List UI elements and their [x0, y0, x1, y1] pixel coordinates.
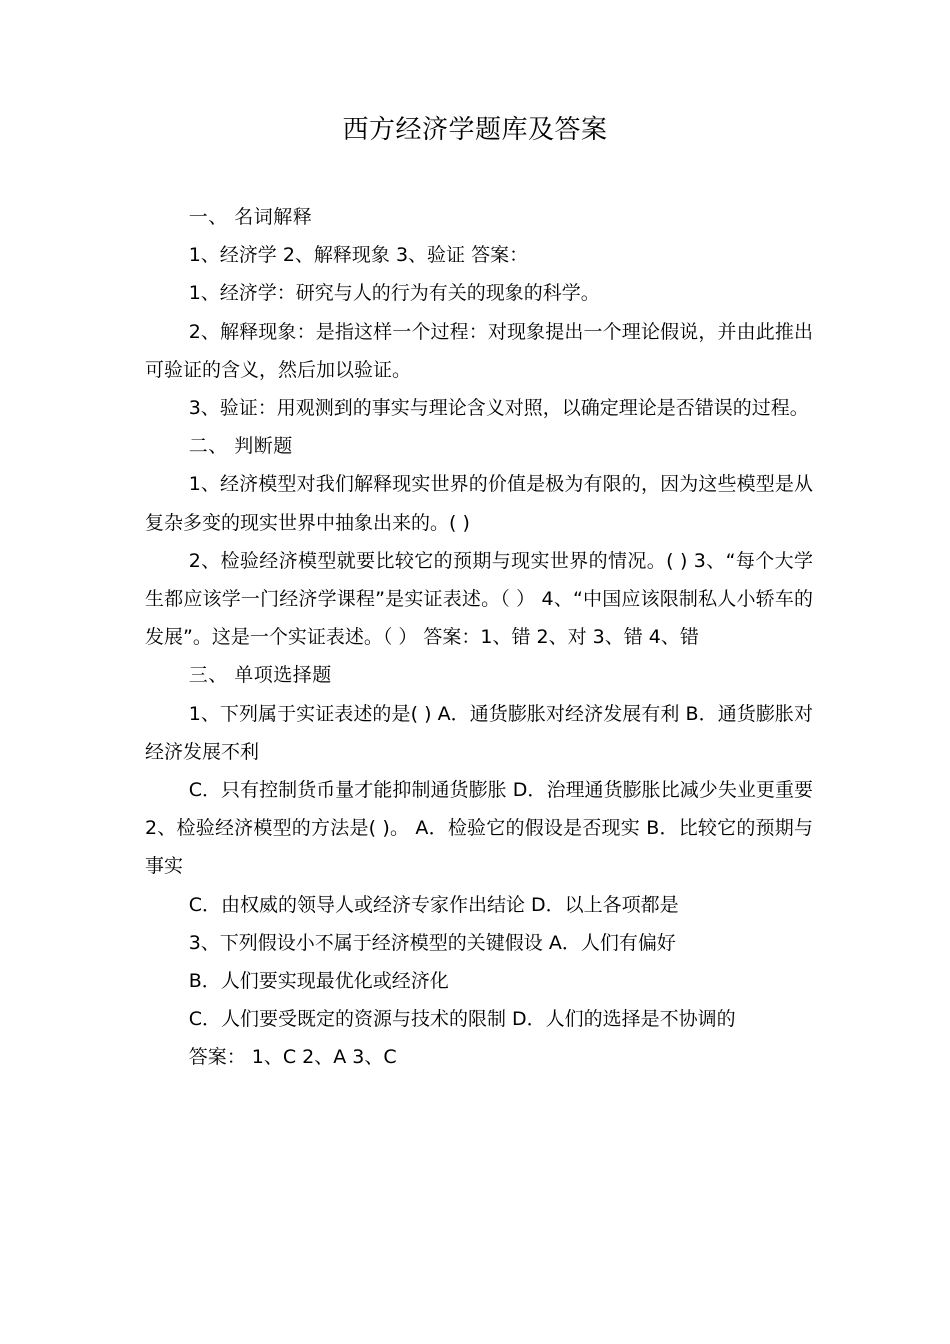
paragraph: C．由权威的领导人或经济专家作出结论 D．以上各项都是	[188, 893, 679, 916]
paragraph: 3、下列假设小不属于经济模型的关键假设 A．人们有偏好	[188, 931, 676, 954]
paragraph: C．人们要受既定的资源与技术的限制 D．人们的选择是不协调的	[188, 1008, 736, 1031]
paragraph: 3、验证：用观测到的事实与理论含义对照，以确定理论是否错误的过程。	[188, 397, 809, 420]
section-heading-definitions: 一、 名词解释	[188, 206, 313, 228]
paragraph: 1、经济学 2、解释现象 3、验证 答案：	[188, 244, 529, 267]
paragraph: C．只有控制货币量才能抑制通货膨胀 D．治理通货膨胀比减少失业更重要 2、检验经济模型的方法是( )。 A．检验它的假设是否现实 B．比较它的预期与事实	[145, 779, 813, 878]
document-title: 西方经济学题库及答案	[342, 115, 608, 145]
paragraph: 2、检验经济模型就要比较它的预期与现实世界的情况。( ) 3、“每个大学生都应该学一门经济学课程”是实证表述。（ ） 4、“中国应该限制私人小轿车的发展”。这是一个实证表述。（ ） 答案：1、错 2、对 3、错 4、错	[145, 549, 813, 649]
paragraph: 2、解释现象：是指这样一个过程：对现象提出一个理论假说，并由此推出可验证的含义，然后加以验证。	[145, 320, 813, 381]
section-heading-multiple-choice: 三、 单项选择题	[188, 664, 332, 687]
document-body	[145, 198, 813, 1077]
section-heading-true-false: 二、 判断题	[188, 435, 293, 458]
paragraph: 1、经济学：研究与人的行为有关的现象的科学。	[188, 282, 600, 305]
paragraph: 1、下列属于实证表述的是( ) A．通货膨胀对经济发展有利 B．通货膨胀对经济发展不利	[145, 702, 813, 763]
paragraph: B．人们要实现最优化或经济化	[188, 970, 449, 993]
answer-line: 答案： 1、C 2、A 3、C	[188, 1046, 397, 1069]
paragraph: 1、经济模型对我们解释现实世界的价值是极为有限的，因为这些模型是从复杂多变的现实世界中抽象出来的。( )	[145, 473, 813, 534]
